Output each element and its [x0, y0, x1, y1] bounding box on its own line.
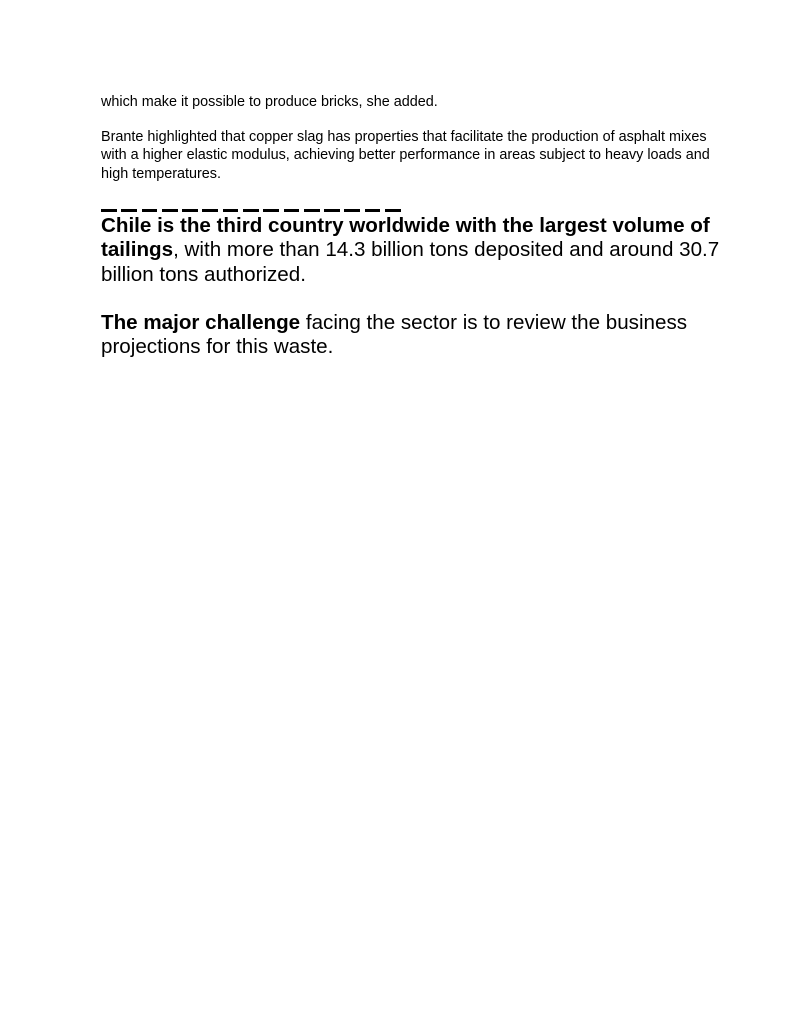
divider-dash: [304, 209, 320, 212]
divider-dash: [365, 209, 381, 212]
tailings-highlight: Chile is the third country worldwide with the largest volume of tailings: [101, 213, 710, 262]
divider-dash: [344, 209, 360, 212]
challenge-highlight: The major challenge: [101, 311, 301, 335]
divider-dash: [121, 209, 137, 212]
paragraph-copper-slag: Brante highlighted that copper slag has properties that facilitate the production of asphalt mixes with a higher elastic modulus, achieving better performance in areas subject to heavy loads and high temperatures.: [101, 129, 710, 182]
divider-dash: [284, 209, 300, 212]
divider-dash: [324, 209, 340, 212]
divider-dash: [182, 209, 198, 212]
tailings-detail: , with more than 14.3 billion tons deposited and around 30.7 billion tons authorized.: [101, 238, 720, 286]
divider-dash: [263, 209, 279, 212]
divider-dash: [101, 209, 117, 212]
divider-dash: [202, 209, 218, 212]
divider-dash: [223, 209, 239, 212]
divider-dash: [243, 209, 259, 212]
divider-dash: [385, 209, 401, 212]
paragraph-challenge: [101, 311, 721, 360]
challenge-detail: facing the sector is to review the business projections for this waste.: [101, 311, 688, 359]
divider-dash: [142, 209, 158, 212]
paragraph-tailings: [101, 214, 721, 287]
paragraph-bricks: which make it possible to produce bricks, she added.: [101, 94, 438, 110]
document-page: [101, 93, 721, 360]
divider-dash: [162, 209, 178, 212]
dashed-divider: [101, 198, 721, 212]
